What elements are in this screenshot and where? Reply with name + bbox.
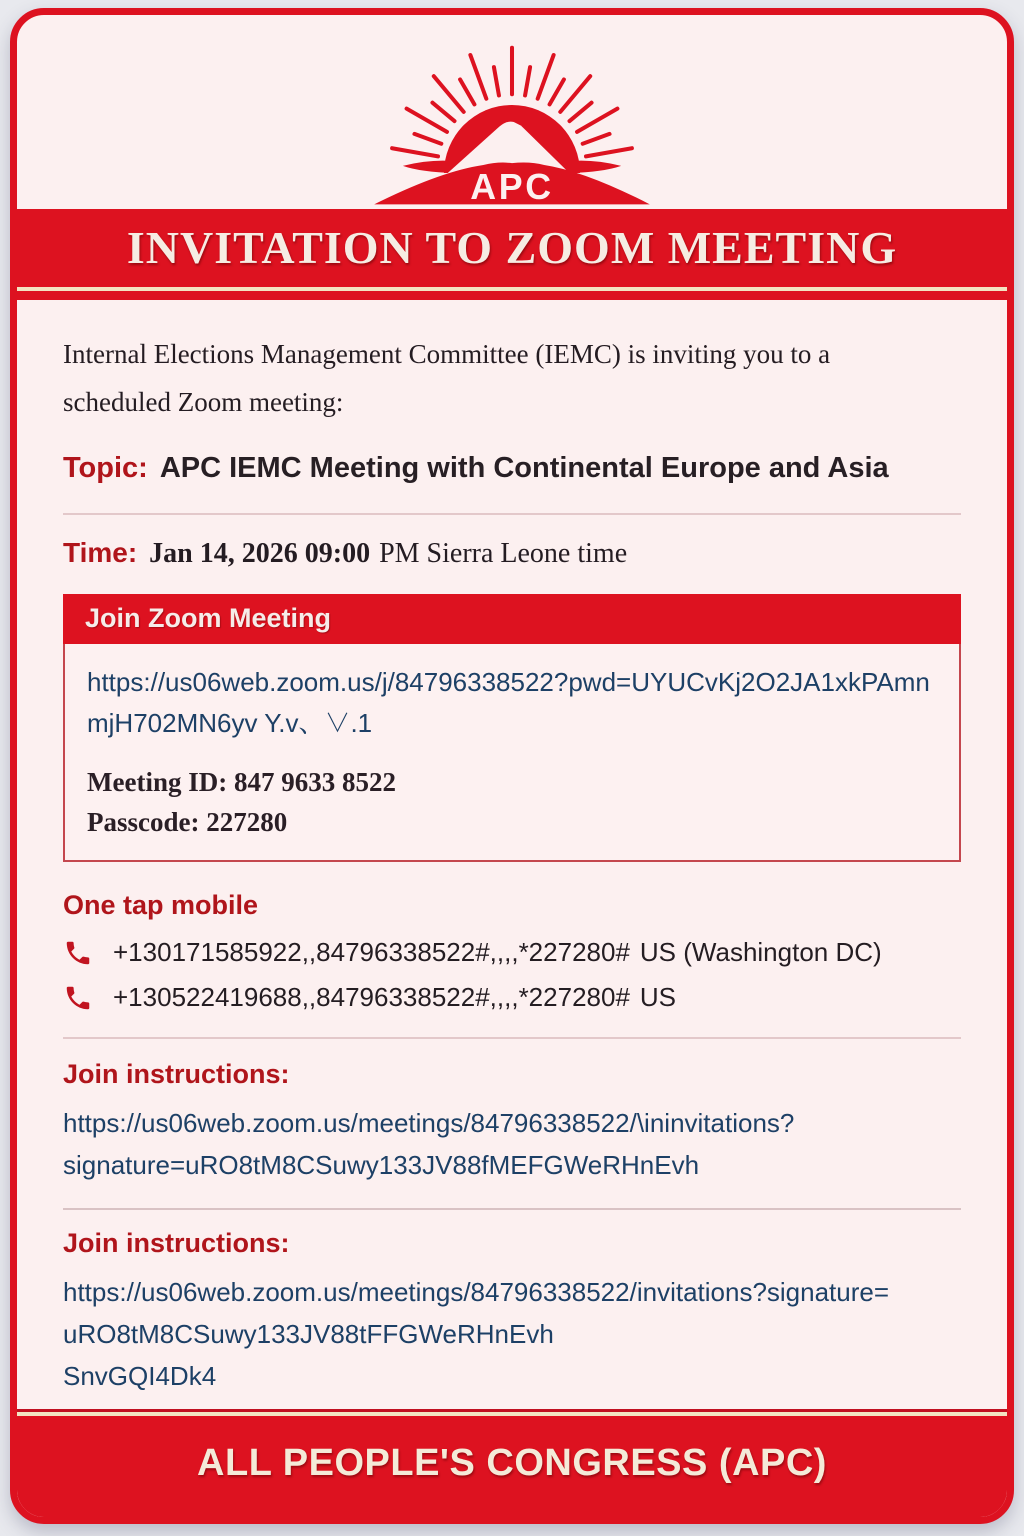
title-banner [17, 209, 1007, 300]
meeting-id-line: Meeting ID: 847 9633 8522 [87, 767, 396, 797]
meeting-credentials [87, 762, 937, 842]
one-tap-mobile-header: One tap mobile [63, 890, 259, 920]
join-instructions-link[interactable] [63, 1102, 961, 1186]
logo-section [17, 15, 1007, 209]
topic-row [63, 452, 961, 485]
page-title: INVITATION TO ZOOM MEETING [126, 222, 898, 273]
join-zoom-meeting-box [63, 644, 961, 862]
join-zoom-meeting-header: Join Zoom Meeting [63, 594, 961, 644]
dial-string[interactable]: +130171585922,,84796338522#,,,,*227280# [113, 937, 630, 967]
join-instructions-header: Join instructions: [63, 1059, 290, 1089]
meeting-link-line1[interactable]: https://us06web.zoom.us/j/84796338522?pwd=UYUCvKj2O2JA1xkPAmn [87, 667, 930, 697]
join-instructions-header: Join instructions: [63, 1228, 290, 1258]
footer-title: ALL PEOPLE'S CONGRESS (APC) [197, 1442, 827, 1484]
phone-icon [63, 938, 93, 968]
phone-icon [63, 983, 93, 1013]
separator [63, 513, 961, 515]
invitation-body [17, 300, 1007, 1409]
dial-string[interactable]: +130522419688,,84796338522#,,,,*227280# [113, 982, 630, 1012]
dial-location: US [639, 982, 677, 1012]
separator [63, 1037, 961, 1039]
join-instructions-link[interactable] [63, 1271, 961, 1397]
one-tap-number-row[interactable] [63, 937, 961, 968]
time-label: Time: [63, 537, 138, 568]
banner-red-strip [17, 291, 1007, 300]
separator [63, 1208, 961, 1210]
intro-paragraph: Internal Elections Management Committee (IEMC) is inviting you to a scheduled Zoom meeting: [63, 339, 831, 417]
one-tap-number[interactable] [113, 937, 882, 968]
join-instructions-link-line1[interactable]: https://us06web.zoom.us/meetings/84796338522/\ininvitations? [63, 1108, 795, 1138]
logo-apc-text: APC [470, 166, 554, 207]
join-instructions-link-line2[interactable]: uRO8tM8CSuwy133JV88tFFGWeRHnEvh [63, 1319, 554, 1349]
footer-band [17, 1409, 1007, 1517]
time-timezone: PM Sierra Leone time [379, 538, 628, 569]
apc-rising-sun-logo [342, 37, 682, 207]
join-instructions-link-line1[interactable]: https://us06web.zoom.us/meetings/84796338522/invitations?signature= [63, 1277, 890, 1307]
join-instructions-link-line2[interactable]: signature=uRO8tM8CSuwy133JV88fMEFGWeRHnEvh [63, 1150, 700, 1180]
invitation-card [10, 8, 1014, 1524]
one-tap-number-row[interactable] [63, 982, 961, 1013]
passcode-line: Passcode: 227280 [87, 807, 288, 837]
join-instructions-link-line3[interactable]: SnvGQI4Dk4 [63, 1361, 217, 1391]
dial-location: US (Washington DC) [639, 937, 882, 967]
meeting-link-line2[interactable]: mjH702MN6yv Y.v、∨.1 [87, 708, 373, 738]
meeting-link[interactable] [87, 662, 937, 744]
topic-value: APC IEMC Meeting with Continental Europe and Asia [159, 452, 889, 484]
time-datetime: Jan 14, 2026 09:00 [149, 538, 371, 569]
one-tap-number[interactable] [113, 982, 676, 1013]
topic-label: Topic: [63, 452, 148, 484]
time-row [63, 537, 961, 570]
